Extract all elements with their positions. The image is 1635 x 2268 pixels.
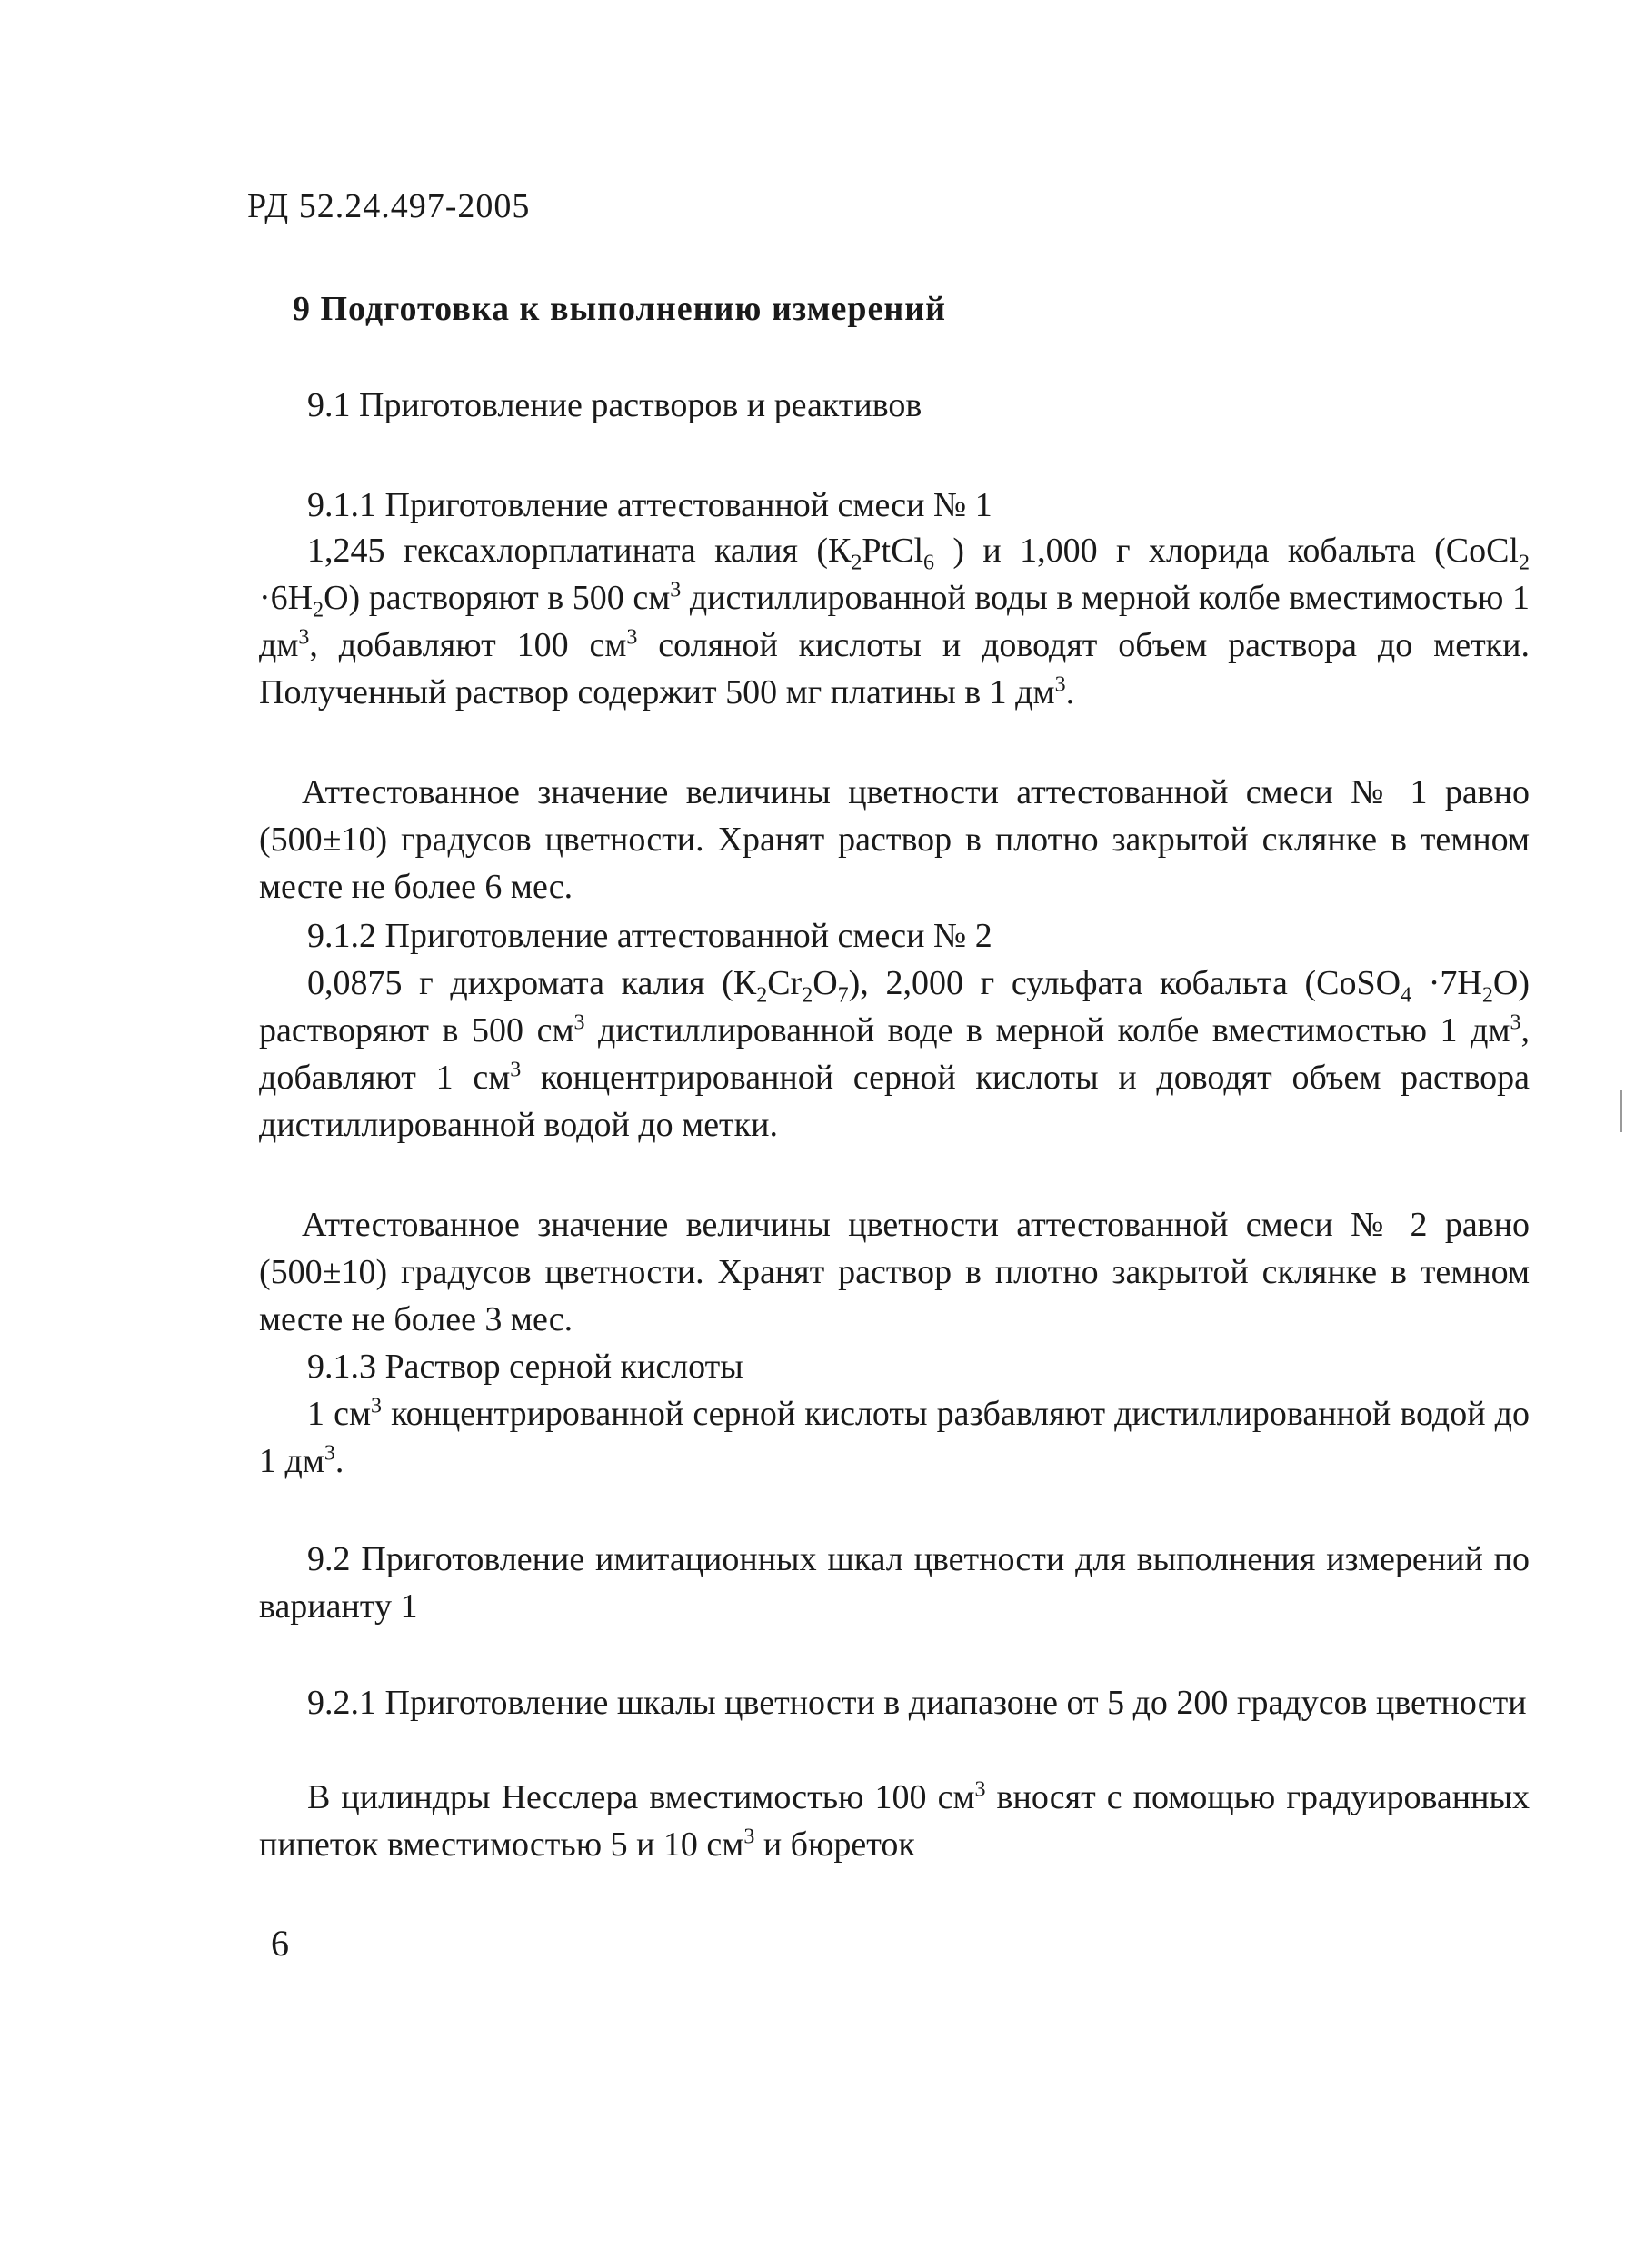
subsection-9-1-3-title: 9.1.3 Раствор серной кислоты (307, 1348, 743, 1386)
paragraph-9-2-1-procedure: В цилиндры Несслера вместимостью 100 $см^3$ вносят с помощью градуированных пипеток вместимостью 5 и 10 $см^3$ и бюреток (259, 1777, 1530, 1864)
section-heading: 9 Подготовка к выполнению измерений (293, 290, 946, 328)
subsection-9-1-title: 9.1 Приготовление растворов и реактивов (307, 386, 922, 424)
paragraph-9-1-2-certified-value: Аттестованное значение величины цветности аттестованной смеси № 2 равно (500±10) градусов цветности. Хранят раствор в плотно закрытой склянке в темном месте не более 3 мес. (259, 1206, 1530, 1338)
paragraph-9-1-1-certified-value: Аттестованное значение величины цветности аттестованной смеси № 1 равно (500±10) градусов цветности. Хранят раствор в плотно закрытой склянке в темном месте не более 6 мес. (259, 773, 1530, 906)
scan-artifact-mark (1620, 1090, 1622, 1132)
subsection-9-1-2-title: 9.1.2 Приготовление аттестованной смеси № 2 (307, 917, 992, 955)
paragraph-9-1-1-preparation: 1,245 гексахлорплатината калия ($К_2PtCl_6$ ) и 1,000 г хлорида кобальта (CoCl$_2$ $\cdot 6H_2O$) растворяют в 500 $см^3$ дистиллированной воды в мерной колбе вместимостью 1 $дм^3$, добавляют 100 $см^3$ соляной кислоты и доводят объем раствора до метки. Полученный раствор содержит 500 мг платины в 1 $дм^3$. (259, 532, 1530, 711)
paragraph-9-1-3-sulfuric-acid: 1 $см^3$ концентрированной серной кислоты разбавляют дистиллированной водой до 1 $дм^3$. (259, 1394, 1530, 1480)
page-number: 6 (271, 1923, 289, 1964)
subsection-9-2-1-title: 9.2.1 Приготовление шкалы цветности в диапазоне от 5 до 200 градусов цветности (307, 1684, 1527, 1722)
subsection-9-2-title: 9.2 Приготовление имитационных шкал цветности для выполнения измерений по варианту 1 (259, 1540, 1530, 1626)
paragraph-9-1-2-preparation: 0,0875 г дихромата калия $(К_2Cr_2O_7)$, 2,000 г сульфата кобальта (CoSO$_4$ $\cdot 7H_2O$) растворяют в 500 $см^3$ дистиллированной воде в мерной колбе вместимостью 1 $дм^3$, добавляют 1 $см^3$ концентрированной серной кислоты и доводят объем раствора дистиллированной водой до метки. (259, 964, 1530, 1144)
subsection-9-1-1-title: 9.1.1 Приготовление аттестованной смеси № 1 (307, 486, 992, 524)
document-code: РД 52.24.497-2005 (247, 187, 531, 225)
